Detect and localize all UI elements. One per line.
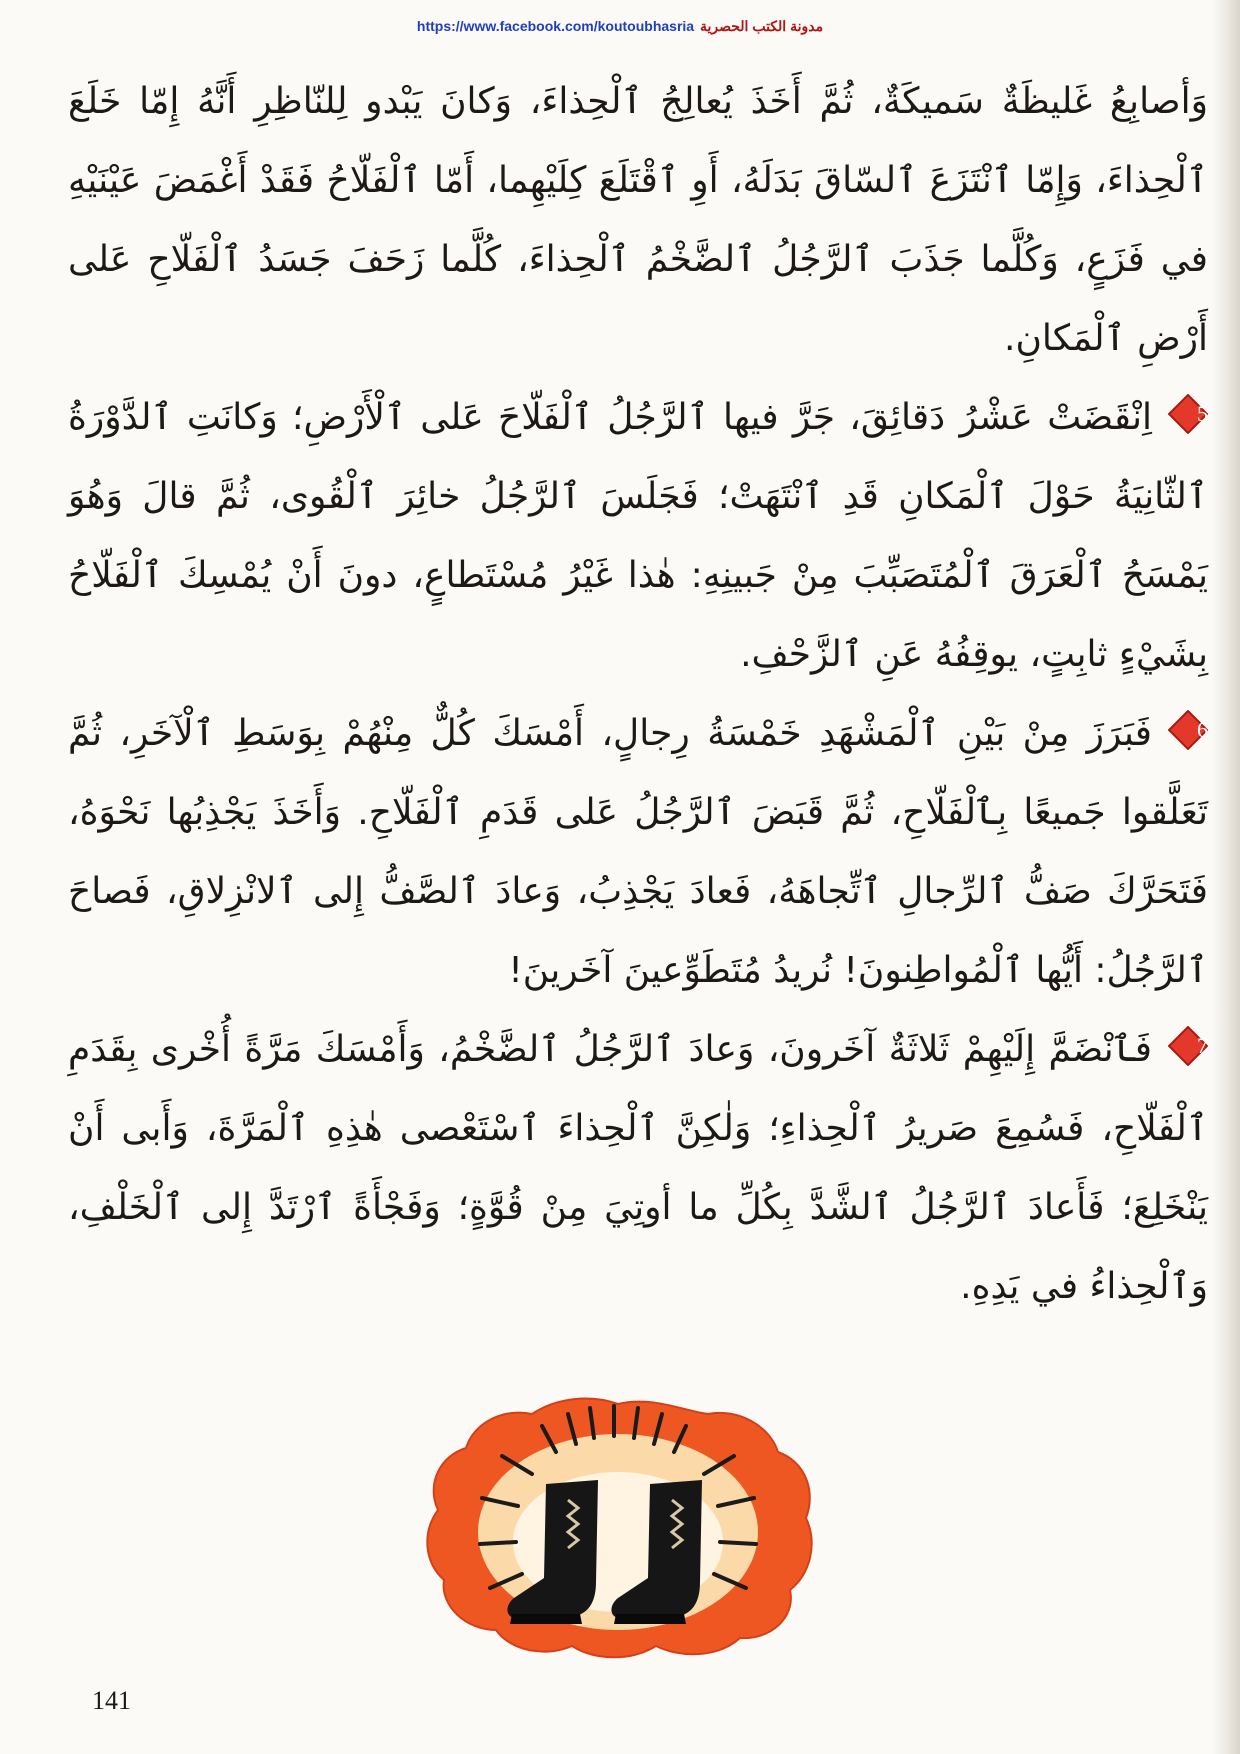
paragraph-6 <box>68 694 1208 1010</box>
paragraph-7 <box>68 1010 1208 1326</box>
paragraph-text: فَبَرَزَ مِنْ بَيْنِ ٱلْمَشْهَدِ خَمْسَةُ رِجالٍ، أَمْسَكَ كُلٌّ مِنْهُمْ بِوَسَطِ ٱلْآخَرِ، ثُمَّ تَعَلَّقوا جَميعًا بِٱلْفَلّاحِ، ثُمَّ قَبَضَ ٱلرَّجُلُ عَلى قَدَمِ ٱلْفَلّاحِ. وَأَخَذَ يَجْذِبُها نَحْوَهُ، فَتَحَرَّكَ صَفُّ ٱلرِّجالِ ٱتِّجاهَهُ، فَعادَ يَجْذِبُ، وَعادَ ٱلصَّفُّ إِلى ٱلانْزِلاقِ، فَصاحَ ٱلرَّجُلُ: أَيُّها ٱلْمُواطِنونَ! نُريدُ مُتَطَوِّعينَ آخَرينَ! <box>68 713 1208 991</box>
boots-illustration <box>418 1392 818 1662</box>
paragraph-continued <box>68 62 1208 378</box>
paragraph-number: 7 <box>1197 1033 1208 1058</box>
story-text <box>68 62 1208 1326</box>
header-source-link[interactable] <box>0 18 1240 35</box>
paragraph-number-badge <box>1168 710 1208 750</box>
paragraph-5 <box>68 378 1208 694</box>
paragraph-number-badge <box>1168 1026 1208 1066</box>
page-number: 141 <box>92 1686 131 1715</box>
boots-icon <box>418 1392 818 1662</box>
paragraph-number: 5 <box>1197 401 1208 426</box>
header-url[interactable]: https://www.facebook.com/koutoubhasria <box>416 18 695 34</box>
header-blog-name: مدونة الكتب الحصرية <box>699 18 824 34</box>
page-edge-shadow <box>1212 0 1240 1754</box>
left-boot-sole <box>510 1614 582 1624</box>
right-boot-sole <box>614 1614 686 1624</box>
paragraph-number-badge <box>1168 394 1208 434</box>
paragraph-text: وَأصابِعُ غَليظَةٌ سَميكَةٌ، ثُمَّ أَخَذَ يُعالِجُ ٱلْحِذاءَ، وَكانَ يَبْدو لِلنّاظِرِ أَنَّهُ إِمّا خَلَعَ ٱلْحِذاءَ، وَإِمّا ٱنْتَزَعَ ٱلسّاقَ بَدَلَهُ، أَوِ ٱقْتَلَعَ كِلَيْهِما، أَمّا ٱلْفَلّاحُ فَقَدْ أَغْمَضَ عَيْنَيْهِ في فَزَعٍ، وَكُلَّما جَذَبَ ٱلرَّجُلُ ٱلضَّخْمُ ٱلْحِذاءَ، كُلَّما زَحَفَ جَسَدُ ٱلْفَلّاحِ عَلى أَرْضِ ٱلْمَكانِ. <box>68 81 1208 359</box>
paragraph-text: اِنْقَضَتْ عَشْرُ دَقائِقَ، جَرَّ فيها ٱلرَّجُلُ ٱلْفَلّاحَ عَلى ٱلْأَرْضِ؛ وَكانَتِ ٱلدَّوْرَةُ ٱلثّانِيَةُ حَوْلَ ٱلْمَكانِ قَدِ ٱنْتَهَتْ؛ فَجَلَسَ ٱلرَّجُلُ خائِرَ ٱلْقُوى، ثُمَّ قالَ وَهُوَ يَمْسَحُ ٱلْعَرَقَ ٱلْمُتَصَبِّبَ مِنْ جَبينِهِ: هٰذا غَيْرُ مُسْتَطاعٍ، دونَ أَنْ يُمْسِكَ ٱلْفَلّاحُ بِشَيْءٍ ثابِتٍ، يوقِفُهُ عَنِ ٱلزَّحْفِ. <box>68 397 1208 675</box>
paragraph-text: فَٱنْضَمَّ إِلَيْهِمْ ثَلاثَةٌ آخَرونَ، وَعادَ ٱلرَّجُلُ ٱلضَّخْمُ، وَأَمْسَكَ مَرَّةً أُخْرى بِقَدَمِ ٱلْفَلّاحِ، فَسُمِعَ صَريرُ ٱلْحِذاءِ؛ وَلٰكِنَّ ٱلْحِذاءَ ٱسْتَعْصى هٰذِهِ ٱلْمَرَّةَ، وَأَبى أَنْ يَنْخَلِعَ؛ فَأَعادَ ٱلرَّجُلُ ٱلشَّدَّ بِكُلِّ ما أوتِيَ مِنْ قُوَّةٍ؛ وَفَجْأَةً ٱرْتَدَّ إِلى ٱلْخَلْفِ، وَٱلْحِذاءُ في يَدِهِ. <box>68 1029 1208 1307</box>
paragraph-number: 6 <box>1197 717 1208 742</box>
